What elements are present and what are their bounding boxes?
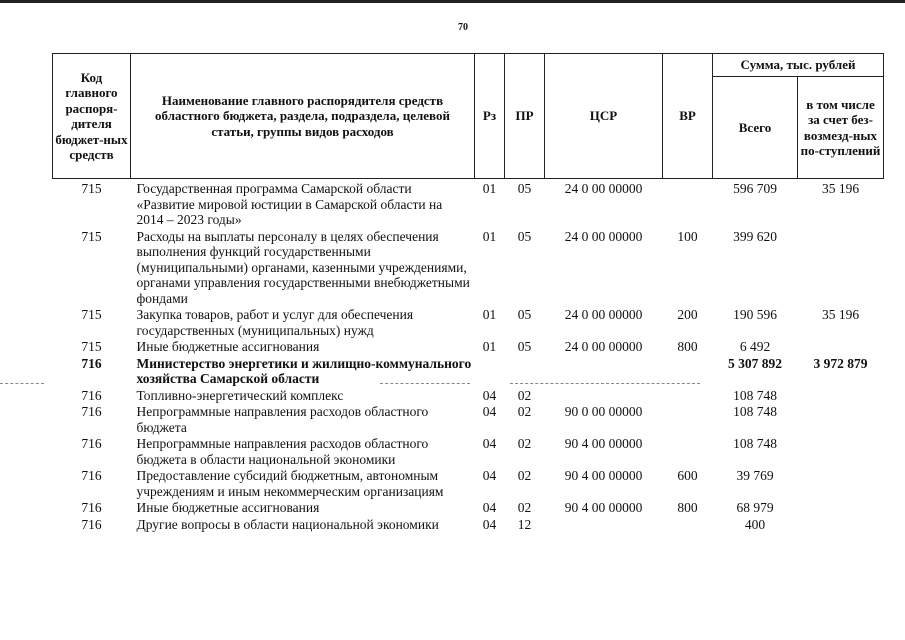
rz-cell: 01 bbox=[482, 181, 497, 196]
csr-cell: 24 0 00 00000 bbox=[564, 228, 643, 244]
csr-cell bbox=[545, 355, 663, 387]
code-cell: 716 bbox=[81, 355, 102, 371]
total-cell: 108 748 bbox=[733, 404, 777, 419]
header-name: Наименование главного распорядителя средств областного бюджета, раздела, подраздела, целевой статьи, группы видов расходов bbox=[131, 54, 475, 179]
code-cell: 715 bbox=[81, 339, 102, 354]
pr-cell: 12 bbox=[517, 516, 532, 532]
vr-cell bbox=[663, 516, 713, 533]
pr-cell: 02 bbox=[517, 500, 532, 515]
table-row bbox=[53, 467, 884, 499]
rz-cell: 04 bbox=[482, 468, 497, 483]
total-cell: 190 596 bbox=[733, 307, 777, 322]
free-cell bbox=[798, 228, 884, 307]
pr-cell: 05 bbox=[517, 228, 532, 244]
csr-cell: 90 4 00 00000 bbox=[564, 436, 643, 451]
page-top-border bbox=[0, 0, 905, 3]
vr-cell: 600 bbox=[677, 468, 698, 483]
csr-cell: 24 0 00 00000 bbox=[564, 181, 643, 196]
header-sum: Сумма, тыс. рублей bbox=[713, 54, 884, 77]
free-cell bbox=[798, 435, 884, 467]
pr-cell: 02 bbox=[517, 387, 532, 403]
header-free: в том числе за счет без-возмезд-ных по-ступлений bbox=[798, 77, 884, 179]
rz-cell: 01 bbox=[482, 228, 497, 244]
name-cell: Иные бюджетные ассигнования bbox=[136, 500, 320, 515]
code-cell: 716 bbox=[81, 436, 102, 451]
vr-cell bbox=[663, 179, 713, 228]
code-cell: 716 bbox=[81, 468, 102, 483]
vr-cell: 100 bbox=[677, 228, 698, 244]
csr-cell: 24 0 00 00000 bbox=[564, 307, 643, 322]
vr-cell: 800 bbox=[677, 500, 698, 515]
total-cell: 596 709 bbox=[733, 181, 777, 196]
header-vr: ВР bbox=[663, 54, 713, 179]
table-row bbox=[53, 306, 884, 338]
rz-cell bbox=[475, 355, 505, 387]
total-cell: 6 492 bbox=[739, 339, 771, 354]
csr-cell bbox=[545, 516, 663, 533]
code-cell: 716 bbox=[81, 500, 102, 515]
total-cell: 400 bbox=[744, 516, 766, 532]
vr-cell: 200 bbox=[677, 307, 698, 322]
free-cell bbox=[798, 387, 884, 404]
free-cell: 35 196 bbox=[821, 181, 860, 196]
rz-cell: 01 bbox=[482, 307, 497, 322]
total-cell: 39 769 bbox=[736, 468, 774, 483]
total-cell: 108 748 bbox=[733, 387, 777, 403]
code-cell: 715 bbox=[81, 307, 102, 322]
code-cell: 716 bbox=[81, 516, 102, 532]
vr-cell: 800 bbox=[677, 339, 698, 354]
pr-cell: 05 bbox=[517, 339, 532, 354]
free-cell bbox=[798, 499, 884, 516]
header-rz: Рз bbox=[475, 54, 505, 179]
pr-cell: 02 bbox=[517, 436, 532, 451]
total-cell: 5 307 892 bbox=[728, 355, 782, 371]
vr-cell bbox=[663, 387, 713, 404]
budget-table bbox=[52, 53, 884, 532]
code-cell: 716 bbox=[81, 404, 102, 419]
rz-cell: 04 bbox=[482, 436, 497, 451]
total-cell: 399 620 bbox=[733, 228, 777, 244]
rz-cell: 04 bbox=[482, 500, 497, 515]
free-cell bbox=[798, 403, 884, 435]
pr-cell: 05 bbox=[517, 307, 532, 322]
name-cell: Иные бюджетные ассигнования bbox=[136, 339, 320, 354]
table-row bbox=[53, 435, 884, 467]
table-row bbox=[53, 516, 884, 533]
table-row bbox=[53, 403, 884, 435]
vr-cell bbox=[663, 403, 713, 435]
rz-cell: 04 bbox=[482, 516, 497, 532]
table-row bbox=[53, 355, 884, 387]
scan-artifact-left bbox=[0, 383, 44, 384]
total-cell: 68 979 bbox=[736, 500, 774, 515]
name-cell: Непрограммные направления расходов областного бюджета bbox=[136, 404, 429, 435]
rz-cell: 04 bbox=[482, 404, 497, 419]
name-cell: Другие вопросы в области национальной экономики bbox=[136, 516, 439, 532]
csr-cell: 90 0 00 00000 bbox=[564, 404, 643, 419]
table-row bbox=[53, 387, 884, 404]
name-cell: Министерство энергетики и жилищно-коммунального хозяйства Самарской области bbox=[136, 355, 472, 386]
name-cell: Расходы на выплаты персоналу в целях обеспечения выполнения функций государственными (муниципальными) органами, казенными учреждениями, органами управления государственными внебюджетными фондами bbox=[136, 228, 470, 306]
vr-cell bbox=[663, 435, 713, 467]
header-code: Код главного распоря-дителя бюджет-ных средств bbox=[53, 54, 131, 179]
code-cell: 715 bbox=[81, 181, 102, 196]
table-row bbox=[53, 228, 884, 307]
pr-cell: 02 bbox=[517, 404, 532, 419]
rz-cell: 04 bbox=[482, 387, 497, 403]
name-cell: Государственная программа Самарской области «Развитие мировой юстиции в Самарской области на 2014 – 2023 годы» bbox=[136, 181, 443, 227]
table-row bbox=[53, 179, 884, 228]
table-row bbox=[53, 499, 884, 516]
free-cell: 3 972 879 bbox=[813, 355, 868, 371]
total-cell: 108 748 bbox=[733, 436, 777, 451]
name-cell: Предоставление субсидий бюджетным, автономным учреждениям и иным некоммерческим организациям bbox=[136, 468, 444, 499]
pr-cell: 05 bbox=[517, 181, 532, 196]
header-csr: ЦСР bbox=[545, 54, 663, 179]
page-number: 70 bbox=[458, 22, 468, 33]
vr-cell bbox=[663, 355, 713, 387]
csr-cell: 24 0 00 00000 bbox=[564, 339, 643, 354]
name-cell: Закупка товаров, работ и услуг для обеспечения государственных (муниципальных) нужд bbox=[136, 307, 414, 338]
header-total: Всего bbox=[713, 77, 798, 179]
code-cell: 716 bbox=[81, 387, 102, 403]
free-cell: 35 196 bbox=[821, 307, 860, 322]
free-cell bbox=[798, 467, 884, 499]
code-cell: 715 bbox=[81, 228, 102, 244]
table-body bbox=[53, 179, 884, 533]
name-cell: Непрограммные направления расходов областного бюджета в области национальной экономики bbox=[136, 436, 429, 467]
header-pr: ПР bbox=[505, 54, 545, 179]
table-row bbox=[53, 338, 884, 355]
pr-cell: 02 bbox=[517, 468, 532, 483]
csr-cell bbox=[545, 387, 663, 404]
pr-cell bbox=[505, 355, 545, 387]
free-cell bbox=[798, 338, 884, 355]
rz-cell: 01 bbox=[482, 339, 497, 354]
csr-cell: 90 4 00 00000 bbox=[564, 468, 643, 483]
free-cell bbox=[798, 516, 884, 533]
csr-cell: 90 4 00 00000 bbox=[564, 500, 643, 515]
name-cell: Топливно-энергетический комплекс bbox=[136, 387, 344, 403]
